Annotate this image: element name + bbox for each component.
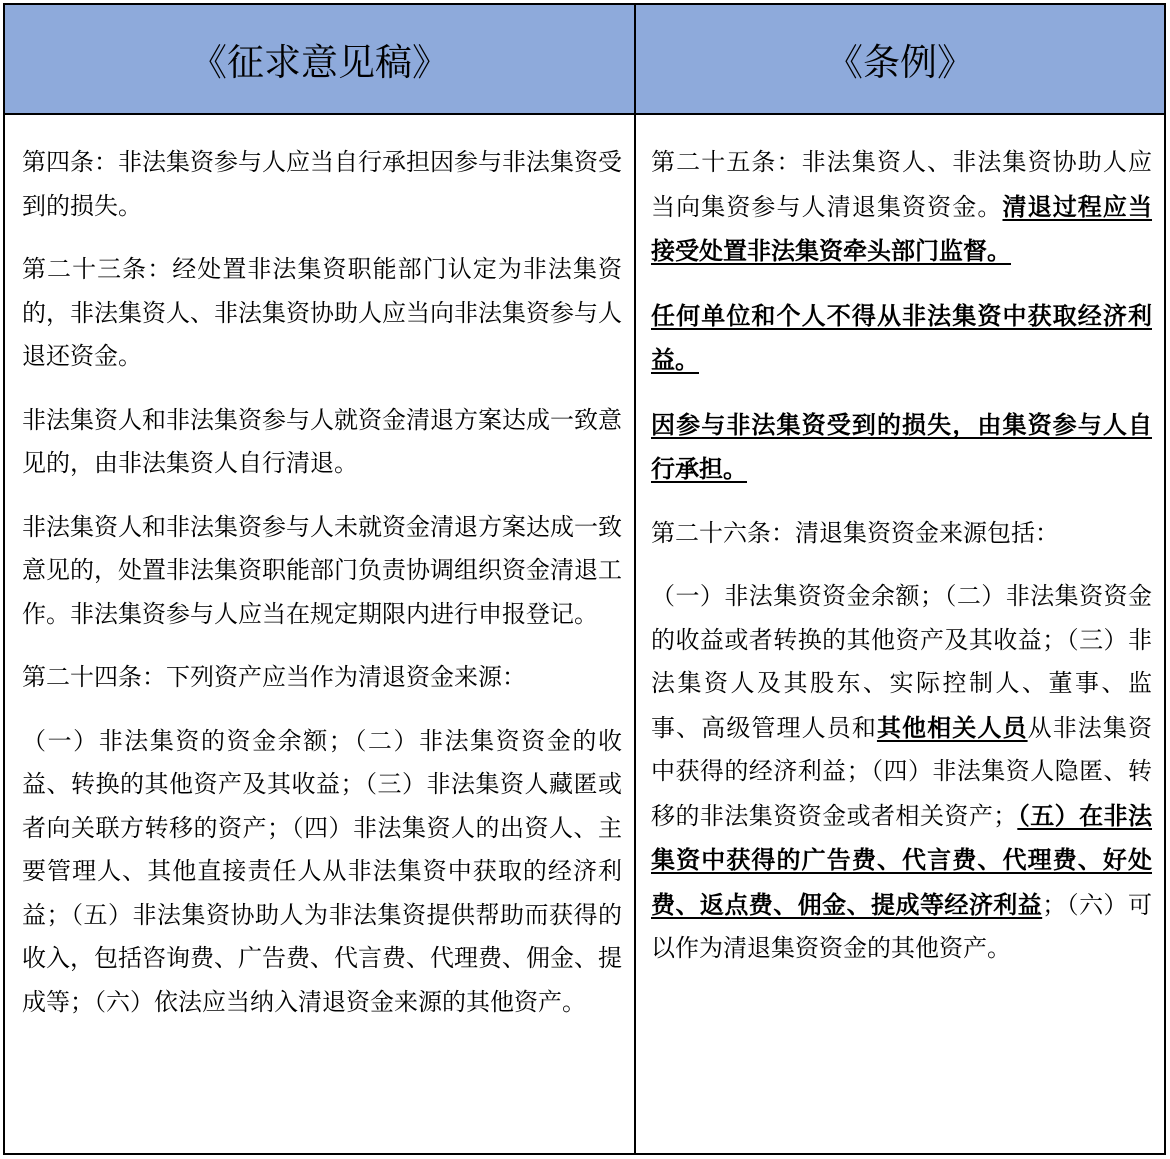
regulation-article-25-para-2	[651, 294, 1152, 383]
regulation-article-25	[651, 141, 1152, 274]
draft-column	[5, 115, 636, 1153]
draft-article-23: 第二十三条：经处置非法集资职能部门认定为非法集资的，非法集资人、非法集资协助人应当向非法集资参与人退还资金。	[22, 255, 622, 370]
header-draft	[5, 5, 636, 115]
regulation-article-25-para-3	[651, 403, 1152, 492]
regulation-article-25-highlight: 清退过程应当接受处置非法集资牵头部门监督。	[651, 191, 1153, 265]
regulation-article-26: 第二十六条：清退集资资金来源包括：	[651, 518, 1059, 547]
regulation-column	[636, 115, 1164, 1153]
header-regulation-label: 《条例》	[826, 41, 974, 84]
draft-article-23-para-2: 非法集资人和非法集资参与人就资金清退方案达成一致意见的，由非法集资人自行清退。	[22, 405, 622, 477]
header-draft-label: 《征求意见稿》	[190, 41, 449, 84]
regulation-items-text-a: （一）非法集资资金余额；（二）非法集资资金的收益或者转换的其他资产及其收益；（三）非法集资人及其股东、实际控制人、董事、监事、高级管理人员和	[651, 582, 1152, 742]
comparison-table	[3, 3, 1166, 1155]
draft-article-23-para-3: 非法集资人和非法集资参与人未就资金清退方案达成一致意见的，处置非法集资职能部门负责协调组织资金清退工作。非法集资参与人应当在规定期限内进行申报登记。	[22, 512, 622, 628]
regulation-items-text-e: ；（六）可以作为清退集资资金的其他资产。	[651, 890, 1153, 962]
regulation-article-25-para-3-highlight: 因参与非法集资受到的损失，由集资参与人自行承担。	[651, 409, 1152, 483]
regulation-items-highlight-d: （五）在非法集资中获得的广告费、代言费、代理费、好处费、返点费、佣金、提成等经济利益	[651, 800, 1153, 919]
header-regulation	[636, 5, 1164, 115]
draft-article-4: 第四条：非法集资参与人应当自行承担因参与非法集资受到的损失。	[22, 148, 622, 220]
regulation-items-highlight-b: 其他相关人员	[876, 712, 1028, 742]
draft-article-24-items: （一）非法集资的资金余额；（二）非法集资资金的收益、转换的其他资产及其收益；（三）非法集资人藏匿或者向关联方转移的资产；（四）非法集资人的出资人、主要管理人、其他直接责任人从非法集资中获取的经济利益；（五）非法集资协助人为非法集资提供帮助而获得的收入，包括咨询费、广告费、代言费、代理费、佣金、提成等；（六）依法应当纳入清退资金来源的其他资产。	[22, 726, 622, 1016]
regulation-items-text-c: 从非法集资中获得的经济利益；（四）非法集资人隐匿、转移的非法集资资金或者相关资产；	[651, 713, 1153, 830]
regulation-article-25-para-2-highlight: 任何单位和个人不得从非法集资中获取经济利益。	[651, 300, 1152, 374]
regulation-article-25-text: 第二十五条：非法集资人、非法集资协助人应当向集资参与人清退集资资金。	[651, 148, 1152, 221]
regulation-article-26-items	[651, 575, 1152, 971]
draft-article-24: 第二十四条：下列资产应当作为清退资金来源：	[22, 663, 526, 691]
